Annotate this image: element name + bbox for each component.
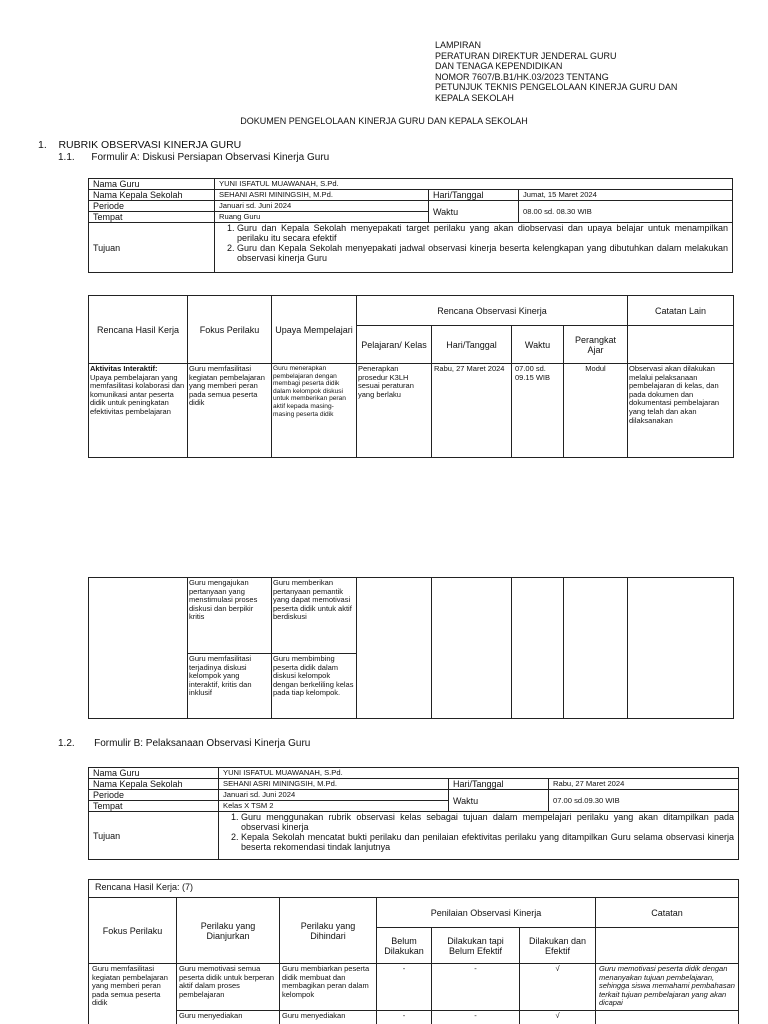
section-heading	[38, 139, 241, 151]
label-periode: Periode	[89, 201, 215, 212]
value-nama-guru: YUNI ISFATUL MUAWANAH, S.Pd.	[215, 179, 733, 190]
value-tujuan	[219, 812, 739, 860]
header-perilaku-dianjurkan: Perilaku yang Dianjurkan	[177, 898, 280, 964]
label-tempat: Tempat	[89, 212, 215, 223]
cell-perilaku-dianjurkan: Guru memotivasi semua peserta didik untuk berperan aktif dalam proses pembelajaran	[177, 964, 280, 1011]
cell-catatan-blank	[628, 578, 734, 719]
value-waktu: 08.00 sd. 08.30 WIB	[519, 201, 733, 223]
section-title: RUBRIK OBSERVASI KINERJA GURU	[58, 139, 242, 151]
cell-upaya-mempelajari: Guru membimbing peserta didik dalam diskusi kelompok dengan berkeliling kelas pada tiap kelompok.	[272, 654, 357, 719]
value-kepala-sekolah: SEHANI ASRI MININGSIH, M.Pd.	[215, 190, 429, 201]
cell-fokus-perilaku: Guru memfasilitasi kegiatan pembelajaran yang memberi peran pada semua peserta didik	[89, 964, 177, 1024]
section-number: 1.	[38, 139, 47, 151]
lampiran-line: NOMOR 7607/B.B1/HK.03/2023 TENTANG	[435, 71, 609, 82]
form-a-title: Formulir A: Diskusi Persiapan Observasi Kinerja Guru	[91, 152, 330, 163]
value-hari-tanggal: Jumat, 15 Maret 2024	[519, 190, 733, 201]
form-b-assessment-table	[88, 879, 739, 1024]
label-nama-guru: Nama Guru	[89, 179, 215, 190]
cell-dilakukan-belum-efektif: -	[432, 964, 520, 1011]
rencana-text: Upaya pembelajaran yang memfasilitasi kolaborasi dan komunikasi antar peserta didik untuk peningkatan efektivitas pembelajaran	[90, 372, 185, 416]
cell-fokus-perilaku: Guru memfasilitasi kegiatan pembelajaran yang memberi peran pada semua peserta didik	[188, 364, 272, 458]
form-a-plan-table	[88, 295, 734, 458]
header-catatan-lain: Catatan Lain	[628, 296, 734, 326]
document-title: DOKUMEN PENGELOLAAN KINERJA GURU DAN KEPALA SEKOLAH	[240, 116, 528, 126]
label-hari-tanggal: Hari/Tanggal	[449, 779, 549, 790]
header-catatan-blank	[596, 928, 739, 964]
header-catatan: Catatan	[596, 898, 739, 928]
header-rencana-observasi: Rencana Observasi Kinerja	[357, 296, 628, 326]
cell-catatan: Guru memotivasi peserta didik dengan menanyakan tujuan pembelajaran, sehingga siswa memahami pembahasan terkait tujuan pembelajaran yang akan dicapai	[596, 964, 739, 1011]
value-tujuan	[215, 223, 733, 273]
lampiran-line: KEPALA SEKOLAH	[435, 92, 514, 103]
cell-perangkat-ajar: Modul	[564, 364, 628, 458]
cell-hari-blank	[432, 578, 512, 719]
value-periode: Januari sd. Juni 2024	[219, 790, 449, 801]
header-hari-tanggal: Hari/Tanggal	[432, 326, 512, 364]
label-periode: Periode	[89, 790, 219, 801]
header-dilakukan-belum-efektif: Dilakukan tapi Belum Efektif	[432, 928, 520, 964]
label-nama-guru: Nama Guru	[89, 768, 219, 779]
label-tujuan: Tujuan	[89, 812, 219, 860]
tujuan-item: 2. Guru dan Kepala Sekolah menyepakati jadwal observasi kinerja beserta kelengkapan yang dibutuhkan dalam melakukan observasi kinerja Guru	[237, 243, 728, 263]
label-kepala-sekolah: Nama Kepala Sekolah	[89, 190, 215, 201]
form-b-heading	[58, 738, 310, 749]
header-waktu: Waktu	[512, 326, 564, 364]
cell-fokus-perilaku: Guru memfasilitasi terjadinya diskusi kelompok yang interaktif, kritis dan inklusif	[188, 654, 272, 719]
rencana-bold-label: Aktivitas Interaktif:	[90, 364, 158, 373]
header-catatan-blank	[628, 326, 734, 364]
header-fokus-perilaku: Fokus Perilaku	[89, 898, 177, 964]
value-periode: Januari sd. Juni 2024	[215, 201, 429, 212]
value-waktu: 07.00 sd.09.30 WIB	[549, 790, 739, 812]
header-perangkat-ajar: Perangkat Ajar	[564, 326, 628, 364]
cell-pelajaran-blank	[357, 578, 432, 719]
cell-catatan-blank	[596, 1011, 739, 1024]
form-b-info-table	[88, 767, 739, 860]
value-tempat: Ruang Guru	[215, 212, 429, 223]
cell-rencana-blank	[89, 578, 188, 719]
label-tempat: Tempat	[89, 801, 219, 812]
tujuan-item: 2. Kepala Sekolah mencatat bukti perilaku dan penilaian efektivitas perilaku yang ditampilkan Guru selama observasi kinerja beserta rekomendasi tindak lanjutnya	[241, 832, 734, 852]
tujuan-item: 1. Guru dan Kepala Sekolah menyepakati target perilaku yang akan diobservasi dan upaya belajar untuk menampilkan perilaku itu secara efektif	[237, 223, 728, 243]
label-kepala-sekolah: Nama Kepala Sekolah	[89, 779, 219, 790]
cell-waktu: 07.00 sd. 09.15 WIB	[512, 364, 564, 458]
tujuan-item: 1. Guru menggunakan rubrik observasi kelas sebagai tujuan dalam mempelajari perilaku yang akan ditampilkan pada observasi kinerja	[241, 812, 734, 832]
form-a-number: 1.1.	[58, 152, 75, 163]
header-penilaian-observasi: Penilaian Observasi Kinerja	[377, 898, 596, 928]
lampiran-line: LAMPIRAN	[435, 40, 482, 50]
value-kepala-sekolah: SEHANI ASRI MININGSIH, M.Pd.	[219, 779, 449, 790]
lampiran-line: PETUNJUK TEKNIS PENGELOLAAN KINERJA GURU DAN	[435, 82, 678, 92]
cell-upaya-mempelajari: Guru menerapkan pembelajaran dengan membagi peserta didik dalam kelompok diskusi untuk memberikan peran aktif kepada masing-masing peserta didik	[272, 364, 357, 458]
value-hari-tanggal: Rabu, 27 Maret 2024	[549, 779, 739, 790]
cell-hari-tanggal: Rabu, 27 Maret 2024	[432, 364, 512, 458]
lampiran-block	[435, 40, 677, 103]
cell-perilaku-dihindari: Guru membiarkan peserta didik membuat dan membagikan peran dalam kelompok	[280, 964, 377, 1011]
form-a-info-table	[88, 178, 733, 273]
cell-perilaku-dihindari: Guru menyediakan	[280, 1011, 377, 1024]
cell-pelajaran-kelas: Penerapkan prosedur K3LH sesuai peraturan yang berlaku	[357, 364, 432, 458]
header-perilaku-dihindari: Perilaku yang Dihindari	[280, 898, 377, 964]
header-rencana-hasil-kerja: Rencana Hasil Kerja	[89, 296, 188, 364]
rencana-hasil-kerja: Rencana Hasil Kerja: (7)	[89, 880, 739, 898]
cell-perilaku-dianjurkan: Guru menyediakan	[177, 1011, 280, 1024]
cell-rencana-hasil-kerja	[89, 364, 188, 458]
cell-perangkat-blank	[564, 578, 628, 719]
cell-dilakukan-efektif: √	[520, 1011, 596, 1024]
form-a-heading	[58, 152, 329, 163]
cell-upaya-mempelajari: Guru memberikan pertanyaan pemantik yang dapat memotivasi peserta didik untuk aktif berdiskusi	[272, 578, 357, 654]
label-waktu: Waktu	[429, 201, 519, 223]
value-nama-guru: YUNI ISFATUL MUAWANAH, S.Pd.	[219, 768, 739, 779]
header-dilakukan-efektif: Dilakukan dan Efektif	[520, 928, 596, 964]
cell-catatan-lain: Observasi akan dilakukan melalui pelaksanaan pembelajaran di kelas, dan pada dokumen dan dokumentasi pembelajaran yang telah dan akan dilaksanakan	[628, 364, 734, 458]
label-waktu: Waktu	[449, 790, 549, 812]
form-b-title: Formulir B: Pelaksanaan Observasi Kinerja Guru	[94, 738, 311, 749]
form-b-number: 1.2.	[58, 738, 75, 749]
value-tempat: Kelas X TSM 2	[219, 801, 449, 812]
header-belum-dilakukan: Belum Dilakukan	[377, 928, 432, 964]
lampiran-line: DAN TENAGA KEPENDIDIKAN	[435, 61, 563, 71]
cell-fokus-perilaku: Guru mengajukan pertanyaan yang menstimulasi proses diskusi dan berpikir kritis	[188, 578, 272, 654]
header-fokus-perilaku: Fokus Perilaku	[188, 296, 272, 364]
cell-belum-dilakukan: -	[377, 964, 432, 1011]
cell-belum-dilakukan: -	[377, 1011, 432, 1024]
header-pelajaran-kelas: Pelajaran/ Kelas	[357, 326, 432, 364]
form-a-plan-table-continued	[88, 577, 734, 719]
cell-dilakukan-belum-efektif: -	[432, 1011, 520, 1024]
cell-dilakukan-efektif: √	[520, 964, 596, 1011]
label-hari-tanggal: Hari/Tanggal	[429, 190, 519, 201]
header-upaya-mempelajari: Upaya Mempelajari	[272, 296, 357, 364]
lampiran-line: PERATURAN DIREKTUR JENDERAL GURU	[435, 50, 617, 61]
cell-waktu-blank	[512, 578, 564, 719]
label-tujuan: Tujuan	[89, 223, 215, 273]
